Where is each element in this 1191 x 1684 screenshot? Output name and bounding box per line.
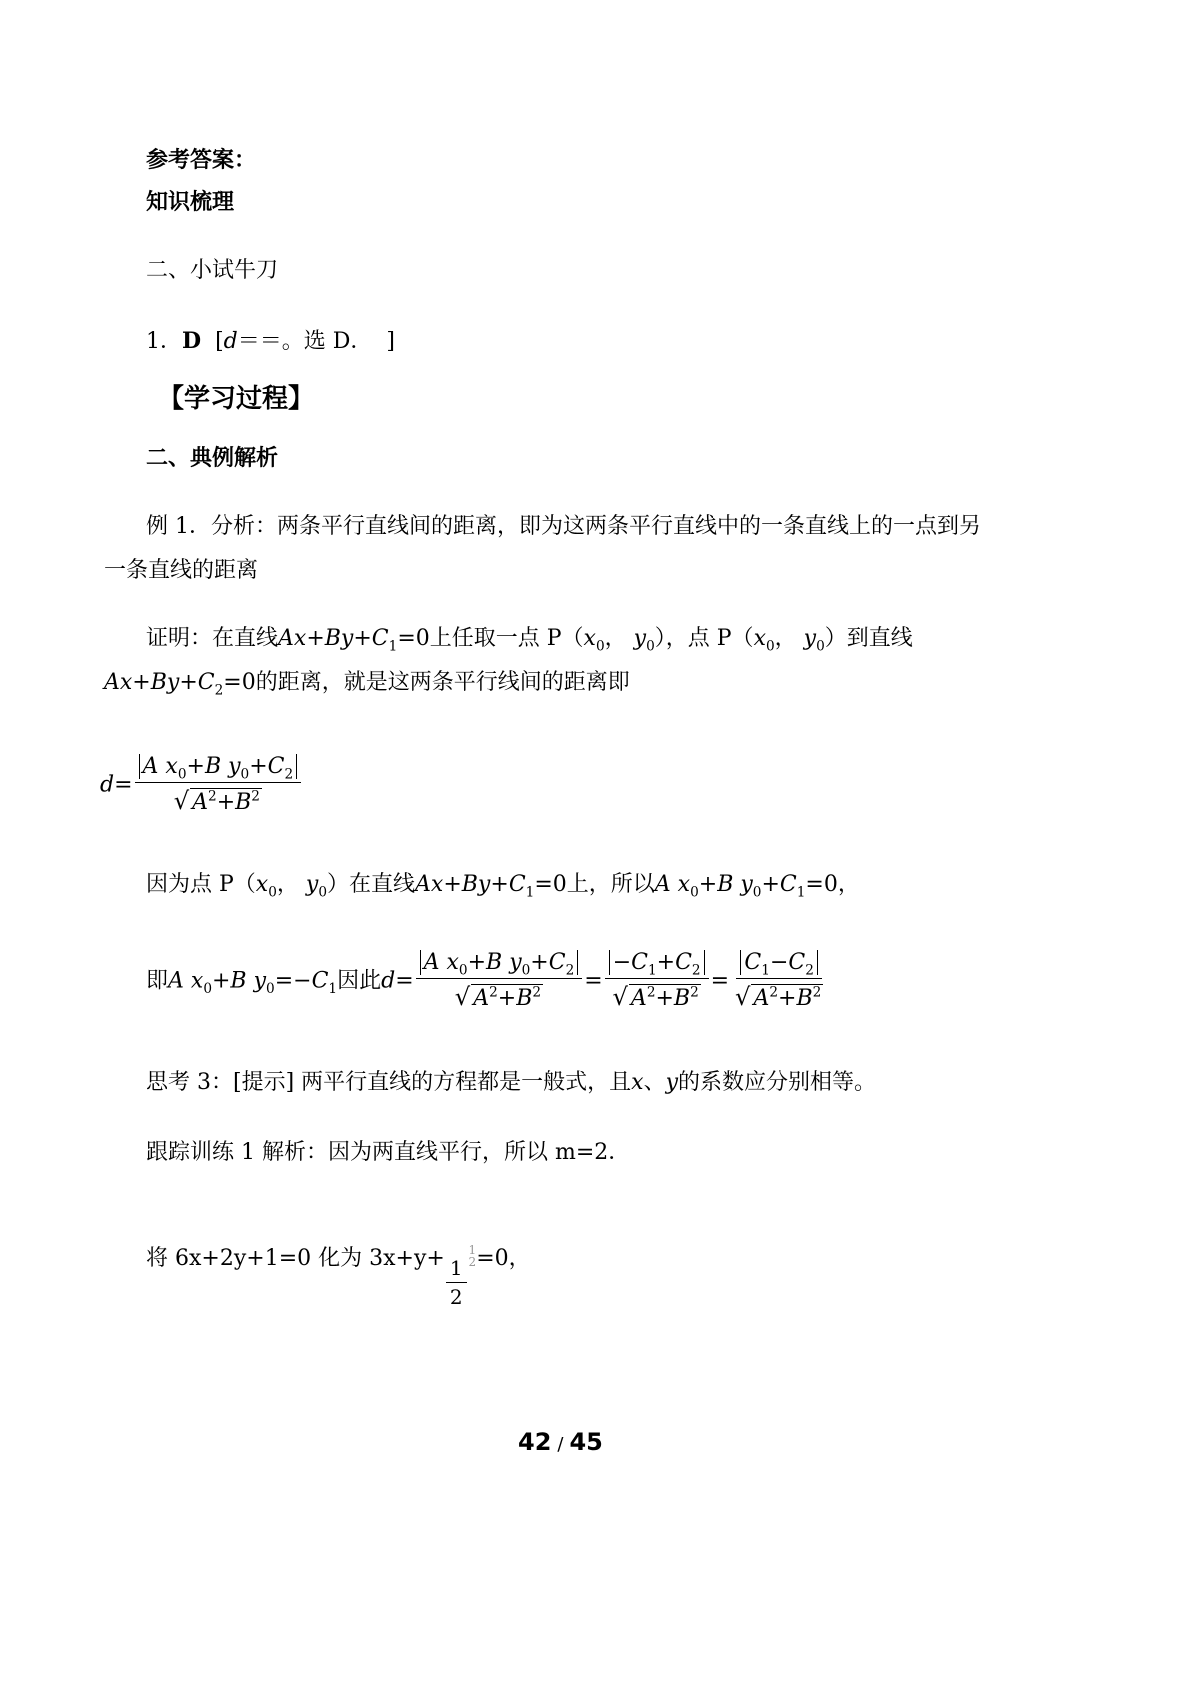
knowledge-heading: 知识梳理 — [146, 190, 235, 215]
answers-heading: 参考答案： — [146, 148, 257, 173]
because-line: 因为点 $P(x_0$， $y_0$）在直线$Ax+By+C_1=0$上，所以A $x_0+B$ $y_0+C_1=0$， — [146, 872, 860, 901]
trial-heading: 二、小试牛刀 — [146, 258, 279, 283]
process-heading: 【学习过程】 — [158, 384, 315, 414]
faint-fraction: 1 2 — [468, 1243, 477, 1269]
question-number: 1． — [146, 329, 182, 354]
tracking-exercise-1: 跟踪训练 1 解析：因为两直线平行，所以 m=2． — [146, 1140, 631, 1165]
line-equation-1: Ax — [278, 626, 307, 651]
distance-fraction-3: $C_1-C_2$ √ $A^2+B^2$ — [735, 950, 822, 1012]
proof-line-1: 证明：在直线$Ax+By+C_1=0$上任取一点 $P(x_0$， $y_0$），点 $P(x_0$， $y_0$）到直线 — [146, 626, 913, 655]
think-3-hint: 思考 3：[提示] 两平行直线的方程都是一般式，且x、y的系数应分别相等。 — [146, 1070, 877, 1095]
example-1-line-1: 例 1．分析：两条平行直线间的距离，即为这两条平行直线中的一条直线上的一点到另 — [146, 514, 981, 539]
total-pages: 45 — [569, 1428, 603, 1456]
convert-line: 将 6x+2y+1=0 化为 3x+y+ $\frac{1}{2}$ 1 2 =0， — [146, 1243, 531, 1309]
proof-line-2: $Ax+By+C_2=0$的距离，就是这两条平行线间的距离即 — [104, 670, 630, 699]
example-1-line-2: 一条直线的距离 — [104, 558, 259, 583]
one-half-fraction: $\frac{1}{2}$ — [446, 1256, 467, 1309]
distance-formula: d= A $x_0+B$ $y_0+C_2$ √ $A^2+B^2$ — [100, 754, 303, 817]
current-page: 42 — [518, 1428, 552, 1456]
question-1-answer: 1．D [d＝＝。选 D． ] — [146, 328, 395, 354]
distance-fraction-2: $-C_1+C_2$ √ $A^2+B^2$ — [605, 950, 709, 1013]
answer-letter: D — [182, 328, 202, 354]
therefore-line: 即A $x_0+B$ $y_0=-C_1$因此d= A $x_0+B$ $y_0+C_2$ √ $A^2+B^2$ = $-C_1+C_2$ √ $A^2+B^2$ = $C_1-C_2$ √ $A^2+B^2$ — [146, 950, 829, 1013]
examples-heading: 二、典例解析 — [146, 446, 279, 471]
line-equation-2: Ax — [104, 670, 133, 695]
page-indicator: 42 / 45 — [518, 1428, 603, 1456]
distance-fraction-1: A $x_0+B$ $y_0+C_2$ √ $A^2+B^2$ — [416, 950, 583, 1013]
distance-fraction: A $x_0+B$ $y_0+C_2$ √ $A^2+B^2$ — [135, 754, 302, 817]
